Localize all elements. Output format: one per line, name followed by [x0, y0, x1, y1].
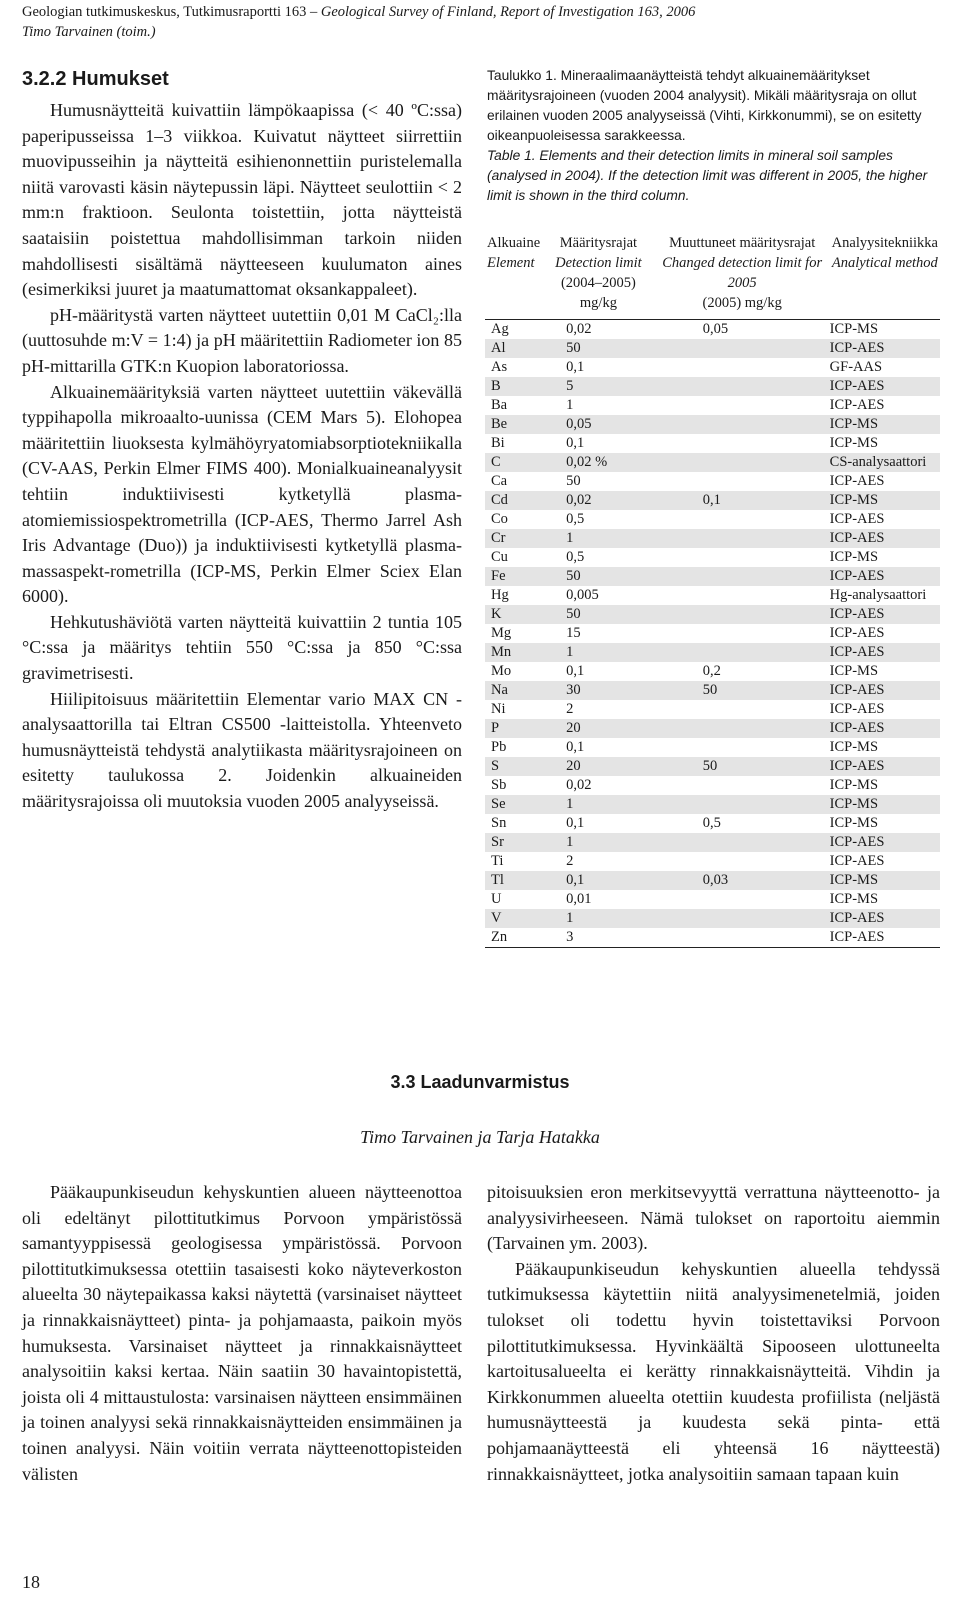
cell-detection-limit: 0,02 [566, 321, 592, 337]
paragraph: Hiilipitoisuus määritettiin Elementar vario MAX CN -analysaattorilla tai Eltran CS500 -laitteistolla. Yhteenveto humusnäytteistä tehdystä analytiikasta määritysrajoineen on esitetty taulukossa 2. Joidenkin alkuaineiden määritysrajoissa oli muutoksia vuoden 2005 analyyseissä. [22, 688, 462, 812]
cell-method: ICP-MS [830, 491, 940, 510]
cell-method: ICP-AES [830, 833, 940, 852]
cell-method: ICP-MS [830, 795, 940, 814]
cell-method: ICP-AES [829, 853, 885, 869]
table-row [485, 738, 940, 757]
cell-changed-limit [655, 567, 830, 586]
cell-method: ICP-AES [830, 719, 940, 738]
cell-method: ICP-AES [829, 625, 885, 641]
cell-changed-limit [655, 605, 830, 624]
cell-element: Ni [491, 701, 506, 717]
header-method-fi: Analyysitekniikka [831, 235, 938, 251]
cell-changed-limit: 0,03 [655, 871, 830, 890]
cell-detection-limit: 0,01 [566, 891, 592, 907]
cell-detection-limit: 50 [566, 473, 581, 489]
cell-method: ICP-MS [829, 739, 879, 755]
cell-changed-limit [655, 833, 830, 852]
table-row [485, 700, 940, 719]
header-detection-limit [542, 233, 655, 320]
cell-element: Be [485, 415, 542, 434]
cell-method: ICP-AES [829, 701, 885, 717]
header-detection-fi: Määritysrajat [559, 235, 638, 251]
cell-detection-limit: 1 [542, 643, 655, 662]
table-row [485, 567, 940, 586]
cell-changed-limit: 0,1 [655, 491, 830, 510]
cell-changed-limit [655, 339, 830, 358]
cell-element: Mo [491, 663, 512, 679]
cell-element: Cr [485, 529, 542, 548]
cell-element: Sn [491, 815, 507, 831]
table-row [485, 548, 940, 567]
cell-changed-limit [655, 548, 830, 567]
cell-method: ICP-MS [829, 815, 879, 831]
cell-element: Sb [491, 777, 507, 793]
paragraph: Pääkaupunkiseudun kehyskuntien alueen näytteenottoa oli edeltänyt pilottitutkimus Porvoon ympäristössä samantyyppisessä geologisessa ympäristössä. Porvoon pilottitutkimuksessa otettiin tasaisesti koko näyteverkoston alueelta 30 näytepaikassa kaksi näytettä (varsinaiset näytteet ja rinnakkaisnäytteet) pinta- ja pohjamaasta, paikoin myös humuksesta. Varsinaiset näytteet ja rinnakkaisnäytteet analysoitiin kaksi kertaa. Näin saatiin 30 havaintopistettä, joista oli 4 mittaustulosta: varsinaisen näytteen ensimmäinen ja toinen analyysi sekä rinnakkaisnäytteiden ensimmäinen ja toinen analyysi. Näin voitiin verrata näytteenottopisteiden välisten [22, 1182, 462, 1484]
cell-element: Ba [491, 397, 508, 413]
cell-method: ICP-MS [830, 871, 940, 890]
table-row [485, 624, 940, 643]
cell-detection-limit: 0,1 [566, 435, 585, 451]
running-header [22, 2, 695, 42]
cell-changed-limit [655, 643, 830, 662]
cell-method: ICP-MS [829, 549, 879, 565]
elements-table [485, 233, 940, 948]
cell-element: Co [491, 511, 508, 527]
paragraph: pH-määritystä varten näytteet uutettiin 0,01 M CaCl₂:lla (uuttosuhde m:V = 1:4) ja pH määritettiin Radiometer ion 85 pH-mittarilla GTK:n Kuopion laboratoriossa. [22, 304, 462, 376]
cell-detection-limit: 1 [566, 397, 574, 413]
cell-detection-limit: 0,005 [566, 587, 599, 603]
cell-changed-limit [655, 624, 830, 643]
cell-element: K [485, 605, 542, 624]
cell-method: ICP-AES [830, 681, 940, 700]
cell-element: B [485, 377, 542, 396]
cell-element: Ca [491, 473, 508, 489]
paragraph: Alkuainemäärityksiä varten näytteet uutettiin väkevällä typpihapolla mikroaalto-uunissa (CEM Mars 5). Elohopea määritettiin liuoksesta kylmähöyryatomiabsorptiotekniikalla (CV-AAS, Perkin Elmer FIMS 400). Monialkuaineanalyysit tehtiin induktiivisesti kytketyllä plasma-atomiemissiospektrometrilla (ICP-AES, Thermo Jarrel Ash Iris Advantage (Duo)) ja induktiivisesti kytketyllä plasma-massaspekt-rometrilla (ICP-MS, Perkin Elmer Sciex Elan 6000). [22, 381, 462, 607]
table-row [485, 871, 940, 890]
cell-changed-limit [655, 700, 830, 719]
cell-method: ICP-MS [829, 891, 879, 907]
cell-changed-limit [655, 434, 830, 453]
cell-detection-limit: 50 [542, 339, 655, 358]
table-row [485, 377, 940, 396]
cell-changed-limit: 50 [655, 757, 830, 776]
header-element [485, 233, 542, 320]
cell-changed-limit [655, 377, 830, 396]
header-element-en: Element [487, 255, 535, 271]
table-row [485, 453, 940, 472]
cell-detection-limit: 0,05 [542, 415, 655, 434]
table-row [485, 890, 940, 909]
cell-changed-limit [655, 358, 830, 377]
cell-changed-limit [655, 529, 830, 548]
cell-element: Al [485, 339, 542, 358]
cell-element: C [485, 453, 542, 472]
cell-detection-limit: 0,1 [566, 739, 585, 755]
cell-detection-limit: 0,02 [566, 777, 592, 793]
cell-method: ICP-AES [830, 567, 940, 586]
cell-changed-limit [655, 510, 830, 529]
cell-element: Na [485, 681, 542, 700]
cell-detection-limit: 20 [542, 757, 655, 776]
cell-element: Bi [491, 435, 505, 451]
header-detection-units: (2004–2005) mg/kg [560, 275, 636, 311]
cell-method: ICP-MS [829, 663, 879, 679]
table-row [485, 358, 940, 377]
cell-changed-limit: 0,5 [702, 815, 721, 831]
cell-method: ICP-MS [829, 435, 879, 451]
page-number: 18 [22, 1572, 40, 1592]
cell-detection-limit: 2 [566, 701, 574, 717]
cell-changed-limit [655, 890, 830, 909]
cell-element: Zn [485, 928, 542, 948]
cell-detection-limit: 1 [542, 909, 655, 928]
cell-method: ICP-AES [830, 909, 940, 928]
cell-detection-limit: 0,5 [566, 549, 585, 565]
cell-element: Ti [491, 853, 504, 869]
table-row [485, 795, 940, 814]
cell-changed-limit [655, 738, 830, 757]
cell-detection-limit: 0,1 [566, 663, 585, 679]
cell-element: V [485, 909, 542, 928]
header-changed-fi: Muuttuneet määritysrajat [669, 235, 816, 251]
cell-detection-limit: 15 [566, 625, 581, 641]
cell-element: Cu [491, 549, 508, 565]
table-row [485, 320, 940, 340]
table-row [485, 529, 940, 548]
cell-detection-limit: 0,1 [566, 815, 585, 831]
cell-element: U [491, 891, 502, 907]
cell-method: ICP-AES [830, 339, 940, 358]
table-row [485, 662, 940, 681]
table-row [485, 719, 940, 738]
cell-element: Ag [491, 321, 509, 337]
paragraph: Humusnäytteitä kuivattiin lämpökaapissa (< 40 ºC:ssa) paperipusseissa 1–3 viikkoa. Kuivatut näytteet siirrettiin muovipusseihin ja näytteitä esihienonnettiin puristelemalla niitä varovasti käsin näytepussin läpi. Näytteet seulottiin < 2 mm:n fraktioon. Seulonta toistettiin, jotta näytteistä saataisiin poistettua mahdollisimman tarkoin niiden mahdollisesti sisältämä näytteeseen kuulumaton aines (esimerkiksi juuret ja maatumattomat oksankappaleet). [22, 100, 462, 300]
table-row [485, 757, 940, 776]
cell-method: ICP-AES [829, 473, 885, 489]
cell-changed-limit [655, 415, 830, 434]
table-row [485, 339, 940, 358]
section-3-3-left-column [22, 1180, 462, 1487]
left-column-text [22, 98, 462, 815]
cell-element: Mg [491, 625, 512, 641]
cell-element: P [485, 719, 542, 738]
cell-detection-limit: 1 [542, 795, 655, 814]
cell-element: Sr [485, 833, 542, 852]
cell-method: ICP-AES [829, 511, 885, 527]
header-changed-limit [655, 233, 830, 320]
cell-element: Cd [485, 491, 542, 510]
cell-changed-limit [655, 776, 830, 795]
cell-detection-limit: 3 [542, 928, 655, 948]
cell-changed-limit: 50 [655, 681, 830, 700]
cell-method: ICP-AES [830, 529, 940, 548]
cell-method: ICP-AES [830, 643, 940, 662]
table-row [485, 415, 940, 434]
cell-method: CS-analysaattori [830, 453, 940, 472]
cell-changed-limit: 0,05 [702, 321, 729, 337]
header-line-1 [22, 2, 695, 22]
table-row [485, 434, 940, 453]
table-row [485, 833, 940, 852]
table-header-row [485, 233, 940, 320]
cell-changed-limit [655, 472, 830, 491]
caption-finnish: Taulukko 1. Mineraalimaanäytteistä tehdyt alkuainemääritykset määritysrajoineen (vuoden 2004 analyysit). Mikäli määritysraja on ollut erilainen vuoden 2005 analyyseissä (Vihti, Kirkkonummi), se on esitetty oikeanpuoleisessa sarakkeessa. [487, 68, 922, 143]
table-caption [487, 66, 942, 206]
cell-method: ICP-AES [830, 757, 940, 776]
cell-detection-limit: 30 [542, 681, 655, 700]
table-row [485, 396, 940, 415]
table-row [485, 643, 940, 662]
cell-changed-limit [655, 852, 830, 871]
cell-detection-limit: 0,5 [566, 511, 585, 527]
cell-detection-limit: 1 [542, 833, 655, 852]
table-row [485, 909, 940, 928]
cell-method: ICP-AES [830, 377, 940, 396]
cell-detection-limit: 5 [542, 377, 655, 396]
cell-detection-limit: 50 [542, 567, 655, 586]
header-method-en: Analytical method [831, 255, 938, 271]
cell-changed-limit [655, 928, 830, 948]
cell-method: GF-AAS [829, 359, 883, 375]
header-element-fi: Alkuaine [487, 235, 541, 251]
cell-method: ICP-AES [830, 605, 940, 624]
cell-element: As [491, 359, 508, 375]
table-row [485, 852, 940, 871]
paragraph: Pääkaupunkiseudun kehyskuntien alueella tehdyssä tutkimuksessa käytettiin niitä analyysimenetelmiä, joiden tulokset oli todettu hyvin toistettaviksi Porvoon pilottitutkimuksessa. Hyvinkäältä Sipooseen ulottuneelta kartoitusalueelta ei kerätty rinnakkaisnäytteitä. Vihdin ja Kirkkonummen alueelta otettiin kuudesta profiilista (neljästä humusnäytteestä ja kuudesta sekä pinta- että pohjamaanäytteestä eli yhteensä 16 näytteestä) rinnakkaisnäytteet, jotka analysoitiin samaan tapaan kuin [487, 1258, 940, 1484]
cell-changed-limit [655, 909, 830, 928]
section-3-3-title: 3.3 Laadunvarmistus [390, 1072, 570, 1092]
header-editor: Timo Tarvainen (toim.) [22, 24, 156, 40]
cell-changed-limit [655, 586, 830, 605]
cell-detection-limit: 2 [566, 853, 574, 869]
cell-detection-limit: 50 [542, 605, 655, 624]
table-body [485, 320, 940, 948]
table-row [485, 586, 940, 605]
section-3-3-authors: Timo Tarvainen ja Tarja Hatakka [360, 1127, 600, 1147]
table-row [485, 605, 940, 624]
cell-element: S [485, 757, 542, 776]
header-series-en: Geological Survey of Finland, Report of Investigation 163, 2006 [320, 4, 696, 20]
cell-element: Fe [485, 567, 542, 586]
table-row [485, 776, 940, 795]
cell-element: Pb [491, 739, 507, 755]
cell-detection-limit: 0,1 [566, 359, 585, 375]
cell-method: ICP-MS [829, 321, 879, 337]
cell-changed-limit [655, 453, 830, 472]
header-changed-en: Changed detection limit for 2005 [662, 255, 823, 291]
cell-changed-limit [655, 396, 830, 415]
table-row [485, 510, 940, 529]
cell-element: Tl [485, 871, 542, 890]
header-detection-en: Detection limit [555, 255, 642, 271]
paragraph: pitoisuuksien eron merkitsevyyttä verrattuna näytteenotto- ja analyysivirheeseen. Nämä tulokset on raportoitu aiemmin (Tarvainen ym. 2003). [487, 1182, 940, 1254]
cell-element: Hg [491, 587, 509, 603]
header-series-fi: Geologian tutkimuskeskus, Tutkimusraportti 163 – [22, 4, 321, 20]
cell-detection-limit: 0,1 [542, 871, 655, 890]
cell-method: ICP-MS [830, 415, 940, 434]
table-row [485, 814, 940, 833]
cell-element: Se [485, 795, 542, 814]
table-row [485, 491, 940, 510]
table-row [485, 472, 940, 491]
header-changed-units: (2005) mg/kg [702, 295, 782, 311]
cell-changed-limit [655, 795, 830, 814]
table-row [485, 681, 940, 700]
section-heading: 3.2.2 Humukset [22, 68, 169, 90]
paragraph: Hehkutushäviötä varten näytteitä kuivattiin 2 tuntia 105 °C:ssa ja määritys tehtiin 550 °C:ssa ja 850 °C:ssa gravimetrisesti. [22, 611, 462, 684]
cell-detection-limit: 0,02 % [542, 453, 655, 472]
cell-method: Hg-analysaattori [829, 587, 927, 603]
cell-method: ICP-AES [829, 397, 885, 413]
cell-changed-limit [655, 719, 830, 738]
header-method [830, 233, 940, 320]
cell-changed-limit: 0,2 [702, 663, 721, 679]
cell-detection-limit: 0,02 [542, 491, 655, 510]
table-row [485, 928, 940, 948]
cell-method: ICP-MS [829, 777, 879, 793]
section-3-3-right-column [487, 1180, 940, 1487]
caption-english: Table 1. Elements and their detection limits in mineral soil samples (analysed in 2004). If the detection limit was different in 2005, the higher limit is shown in the third column. [487, 148, 928, 203]
cell-detection-limit: 1 [542, 529, 655, 548]
cell-method: ICP-AES [830, 928, 940, 948]
cell-detection-limit: 20 [542, 719, 655, 738]
cell-element: Mn [485, 643, 542, 662]
